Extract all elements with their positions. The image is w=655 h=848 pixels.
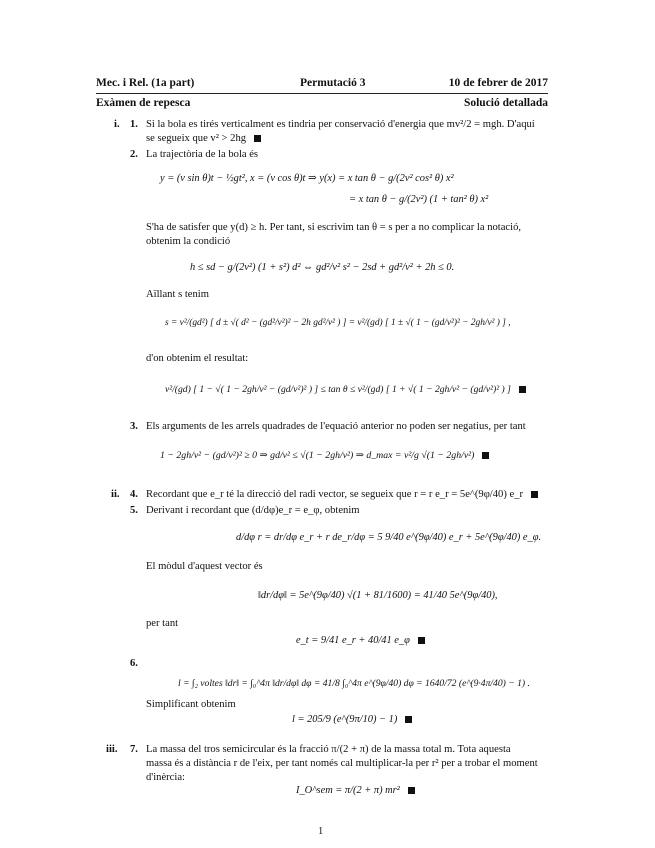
q3-equation — [160, 450, 489, 461]
q2-equation-1b: = x tan θ − g/(2v²) (1 + tan² θ) x² — [349, 194, 489, 205]
q5-equation-2: ‖dr/dφ‖ = 5e^(9φ/40) √(1 + 81/1600) = 41/40 5e^(9φ/40), — [258, 590, 498, 601]
q4-text — [146, 488, 538, 501]
solution-label: Solució detallada — [463, 97, 548, 109]
q3-number: 3. — [130, 421, 138, 432]
q7-line-1: La massa del tros semicircular és la fracció π/(2 + π) de la massa total m. Tota aquesta — [146, 744, 511, 755]
permutation-label: Permutació 3 — [300, 77, 366, 89]
qed-square-icon — [405, 716, 412, 723]
q6-text: Simplificant obtenim — [146, 699, 236, 710]
q2-equation-3: s = v²/(gd²) [ d ± √( d² − (gd²/v²)² − 2h gd²/v² ) ] = v²/(gd) [ 1 ± √( 1 − (gd/v²)² − 2gh/v² ) ] , — [165, 318, 511, 328]
q7-line-3: d'inèrcia: — [146, 772, 185, 783]
q5-equation-3-text: e_t = 9/41 e_r + 40/41 e_φ — [296, 635, 410, 646]
q7-equation — [296, 785, 415, 796]
q2-intro: La trajectòria de la bola és — [146, 149, 259, 160]
qed-square-icon — [254, 135, 261, 142]
q6-equation: l = ∫₂ voltes ‖dr‖ = ∫₀^4π ‖dr/dφ‖ dφ = 41/8 ∫₀^4π e^(9φ/40) dφ = 1640/72 (e^(9·4π/40) − 1) . — [178, 678, 530, 689]
qed-square-icon — [418, 637, 425, 644]
q3-text: Els arguments de les arrels quadrades de l'equació anterior no poden ser negatius, per tant — [146, 421, 526, 432]
q6-number: 6. — [130, 658, 138, 669]
header-divider — [96, 93, 548, 94]
q2-text-4: d'on obtenim el resultat: — [146, 353, 249, 364]
q2-number: 2. — [130, 149, 138, 160]
exam-name: Exàmen de repesca — [96, 97, 191, 109]
section-i-label: i. — [114, 119, 120, 130]
q2-equation-2: h ≤ sd − g/(2v²) (1 + s²) d² ⇔ gd²/v² s² − 2sd + gd²/v² + 2h ≤ 0. — [190, 262, 455, 273]
q2-text-3: Aïllant s tenim — [146, 289, 209, 300]
q5-text-2: El mòdul d'aquest vector és — [146, 561, 263, 572]
q7-number: 7. — [130, 744, 138, 755]
q6-equation-2 — [292, 714, 412, 725]
qed-square-icon — [531, 491, 538, 498]
q5-equation-1: d/dφ r = dr/dφ e_r + r de_r/dφ = 5 9/40 e^(9φ/40) e_r + 5e^(9φ/40) e_φ. — [236, 532, 542, 543]
q2-text-2a: S'ha de satisfer que y(d) ≥ h. Per tant, si escrivim tan θ = s per a no complicar la notació, — [146, 222, 522, 233]
course-title: Mec. i Rel. (1a part) — [96, 77, 195, 89]
q5-equation-3 — [296, 635, 425, 646]
q4-text-content: Recordant que e_r té la direcció del radi vector, se segueix que r = r e_r = 5e^(9φ/40) e_r — [146, 489, 524, 500]
q1-line-2-text: se segueix que v² > 2hg — [146, 133, 247, 144]
q5-text-3: per tant — [146, 618, 179, 629]
section-ii-label: ii. — [111, 489, 120, 500]
page-number: 1 — [318, 826, 324, 837]
q2-equation-4-text: v²/(gd) [ 1 − √( 1 − 2gh/v² − (gd/v²)² ) ] ≤ tan θ ≤ v²/(gd) [ 1 + √( 1 − 2gh/v² − (gd/v²)² ) ] — [165, 384, 511, 395]
q2-equation-1a: y = (v sin θ)t − ½gt², x = (v cos θ)t ⇒ y(x) = x tan θ − g/(2v² cos² θ) x² — [160, 173, 454, 184]
q7-line-2: massa és a distància r de l'eix, per tant només cal multiplicar-la per r² per a trobar el moment — [146, 758, 538, 769]
section-iii-label: iii. — [106, 744, 118, 755]
qed-square-icon — [482, 452, 489, 459]
q1-number: 1. — [130, 119, 138, 130]
q3-equation-text: 1 − 2gh/v² − (gd/v²)² ≥ 0 ⇒ gd/v² ≤ √(1 − 2gh/v²) ⇒ d_max = v²/g √(1 − 2gh/v²) — [160, 450, 475, 461]
q7-equation-text: I_O^sem = π/(2 + π) mr² — [296, 785, 400, 796]
q2-text-2b: obtenim la condició — [146, 236, 231, 247]
q4-number: 4. — [130, 489, 138, 500]
qed-square-icon — [408, 787, 415, 794]
q5-text: Derivant i recordant que (d/dφ)e_r = e_φ, obtenim — [146, 505, 360, 516]
q5-number: 5. — [130, 505, 138, 516]
qed-square-icon — [519, 386, 526, 393]
exam-date: 10 de febrer de 2017 — [448, 77, 548, 89]
q2-equation-4 — [165, 384, 526, 395]
q6-equation-2-text: l = 205/9 (e^(9π/10) − 1) — [292, 714, 398, 725]
q1-line-1: Si la bola es tirés verticalment es tindria per conservació d'energia que mv²/2 = mgh. D'aquí — [146, 119, 535, 130]
q1-line-2 — [146, 132, 261, 145]
